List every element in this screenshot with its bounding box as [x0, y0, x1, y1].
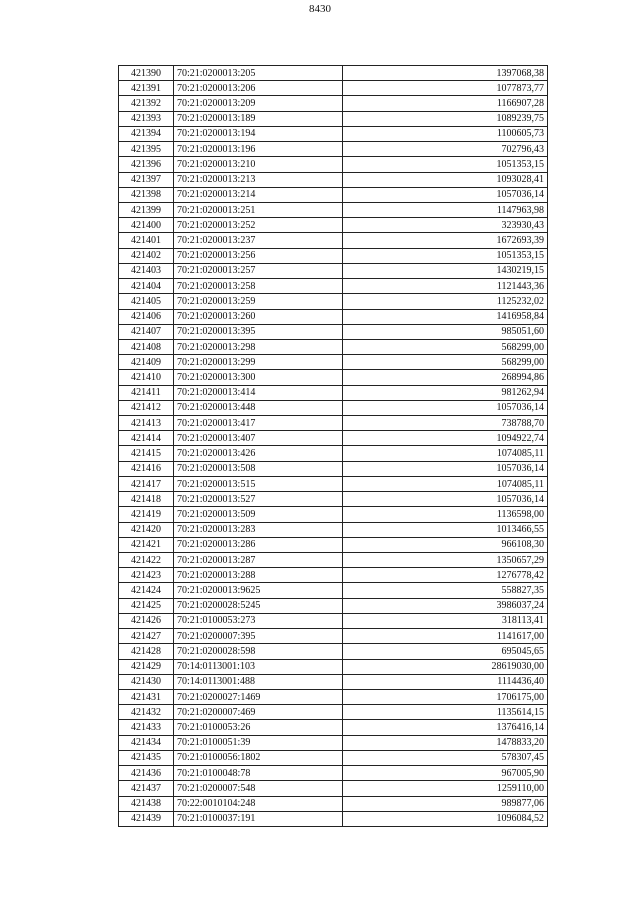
cadastral-number-cell: 70:21:0200013:258 — [174, 279, 343, 294]
row-number-cell: 421404 — [119, 279, 174, 294]
row-number-cell: 421436 — [119, 766, 174, 781]
cadastral-value-cell: 1100605,73 — [343, 126, 548, 141]
cadastral-value-cell: 1166907,28 — [343, 96, 548, 111]
cadastral-value-cell: 3986037,24 — [343, 598, 548, 613]
row-number-cell: 421405 — [119, 294, 174, 309]
cadastral-number-cell: 70:21:0200013:515 — [174, 476, 343, 491]
table-row — [119, 644, 548, 659]
cadastral-number-cell: 70:22:0010104:248 — [174, 796, 343, 811]
row-number-cell: 421421 — [119, 537, 174, 552]
cadastral-value-cell: 1057036,14 — [343, 400, 548, 415]
row-number-cell: 421417 — [119, 476, 174, 491]
table-row — [119, 233, 548, 248]
row-number-cell: 421416 — [119, 461, 174, 476]
table-row — [119, 248, 548, 263]
cadastral-number-cell: 70:21:0200013:259 — [174, 294, 343, 309]
cadastral-number-cell: 70:21:0100051:39 — [174, 735, 343, 750]
cadastral-value-cell: 695045,65 — [343, 644, 548, 659]
cadastral-number-cell: 70:21:0200027:1469 — [174, 689, 343, 704]
cadastral-value-cell: 1125232,02 — [343, 294, 548, 309]
cadastral-number-cell: 70:21:0200013:206 — [174, 81, 343, 96]
cadastral-number-cell: 70:21:0100037:191 — [174, 811, 343, 826]
row-number-cell: 421413 — [119, 416, 174, 431]
table-row — [119, 431, 548, 446]
cadastral-value-cell: 981262,94 — [343, 385, 548, 400]
cadastral-value-cell: 568299,00 — [343, 355, 548, 370]
cadastral-value-cell: 1397068,38 — [343, 66, 548, 81]
cadastral-value-cell: 323930,43 — [343, 218, 548, 233]
table-row — [119, 187, 548, 202]
cadastral-number-cell: 70:21:0200013:260 — [174, 309, 343, 324]
table-row — [119, 400, 548, 415]
table-row — [119, 126, 548, 141]
cadastral-value-cell: 985051,60 — [343, 324, 548, 339]
cadastral-number-cell: 70:21:0200013:210 — [174, 157, 343, 172]
row-number-cell: 421396 — [119, 157, 174, 172]
cadastral-number-cell: 70:21:0200013:417 — [174, 416, 343, 431]
table-row — [119, 461, 548, 476]
cadastral-value-cell: 558827,35 — [343, 583, 548, 598]
cadastral-number-cell: 70:21:0200013:252 — [174, 218, 343, 233]
cadastral-value-cell: 1706175,00 — [343, 689, 548, 704]
cadastral-number-cell: 70:21:0200013:286 — [174, 537, 343, 552]
cadastral-value-cell: 1478833,20 — [343, 735, 548, 750]
cadastral-value-cell: 1121443,36 — [343, 279, 548, 294]
row-number-cell: 421422 — [119, 553, 174, 568]
table-row — [119, 355, 548, 370]
cadastral-number-cell: 70:21:0200013:414 — [174, 385, 343, 400]
row-number-cell: 421431 — [119, 689, 174, 704]
cadastral-value-cell: 1051353,15 — [343, 157, 548, 172]
cadastral-number-cell: 70:21:0200013:426 — [174, 446, 343, 461]
table-row — [119, 553, 548, 568]
row-number-cell: 421407 — [119, 324, 174, 339]
cadastral-value-cell: 1074085,11 — [343, 446, 548, 461]
cadastral-number-cell: 70:21:0200013:288 — [174, 568, 343, 583]
row-number-cell: 421438 — [119, 796, 174, 811]
table-row — [119, 309, 548, 324]
cadastral-value-cell: 1114436,40 — [343, 674, 548, 689]
table-row — [119, 294, 548, 309]
cadastral-value-cell: 1135614,15 — [343, 705, 548, 720]
table-row — [119, 279, 548, 294]
table-row — [119, 370, 548, 385]
row-number-cell: 421412 — [119, 400, 174, 415]
cadastral-value-cell: 268994,86 — [343, 370, 548, 385]
row-number-cell: 421402 — [119, 248, 174, 263]
table-row — [119, 583, 548, 598]
table-row — [119, 720, 548, 735]
table-row — [119, 263, 548, 278]
table-row — [119, 781, 548, 796]
cadastral-number-cell: 70:21:0200013:283 — [174, 522, 343, 537]
row-number-cell: 421420 — [119, 522, 174, 537]
cadastral-value-cell: 568299,00 — [343, 339, 548, 354]
row-number-cell: 421439 — [119, 811, 174, 826]
table-row — [119, 142, 548, 157]
cadastral-value-cell: 702796,43 — [343, 142, 548, 157]
row-number-cell: 421437 — [119, 781, 174, 796]
cadastral-value-cell: 738788,70 — [343, 416, 548, 431]
cadastral-number-cell: 70:21:0200013:251 — [174, 202, 343, 217]
row-number-cell: 421435 — [119, 750, 174, 765]
cadastral-value-table — [118, 65, 548, 827]
table-row — [119, 476, 548, 491]
table-row — [119, 674, 548, 689]
cadastral-number-cell: 70:14:0113001:488 — [174, 674, 343, 689]
table-row — [119, 659, 548, 674]
row-number-cell: 421433 — [119, 720, 174, 735]
table-row — [119, 598, 548, 613]
row-number-cell: 421398 — [119, 187, 174, 202]
table-row — [119, 96, 548, 111]
cadastral-number-cell: 70:21:0200028:5245 — [174, 598, 343, 613]
cadastral-value-cell: 1094922,74 — [343, 431, 548, 446]
table-row — [119, 339, 548, 354]
cadastral-value-cell: 1057036,14 — [343, 461, 548, 476]
row-number-cell: 421399 — [119, 202, 174, 217]
cadastral-number-cell: 70:21:0200013:196 — [174, 142, 343, 157]
row-number-cell: 421428 — [119, 644, 174, 659]
row-number-cell: 421423 — [119, 568, 174, 583]
cadastral-number-cell: 70:21:0200013:213 — [174, 172, 343, 187]
row-number-cell: 421403 — [119, 263, 174, 278]
row-number-cell: 421400 — [119, 218, 174, 233]
row-number-cell: 421408 — [119, 339, 174, 354]
cadastral-number-cell: 70:21:0200013:508 — [174, 461, 343, 476]
row-number-cell: 421391 — [119, 81, 174, 96]
cadastral-number-cell: 70:21:0200013:395 — [174, 324, 343, 339]
table-row — [119, 796, 548, 811]
cadastral-value-cell: 1672693,39 — [343, 233, 548, 248]
cadastral-number-cell: 70:21:0200013:257 — [174, 263, 343, 278]
cadastral-value-cell: 28619030,00 — [343, 659, 548, 674]
cadastral-number-cell: 70:21:0200013:256 — [174, 248, 343, 263]
table-body — [119, 66, 548, 827]
row-number-cell: 421395 — [119, 142, 174, 157]
cadastral-value-cell: 1057036,14 — [343, 492, 548, 507]
table-row — [119, 811, 548, 826]
table-row — [119, 507, 548, 522]
row-number-cell: 421390 — [119, 66, 174, 81]
cadastral-value-cell: 989877,06 — [343, 796, 548, 811]
row-number-cell: 421394 — [119, 126, 174, 141]
cadastral-number-cell: 70:21:0200013:189 — [174, 111, 343, 126]
cadastral-number-cell: 70:21:0200013:300 — [174, 370, 343, 385]
cadastral-number-cell: 70:21:0100053:26 — [174, 720, 343, 735]
cadastral-number-cell: 70:21:0200013:509 — [174, 507, 343, 522]
cadastral-number-cell: 70:21:0200013:9625 — [174, 583, 343, 598]
row-number-cell: 421432 — [119, 705, 174, 720]
cadastral-value-cell: 1350657,29 — [343, 553, 548, 568]
cadastral-number-cell: 70:21:0200028:598 — [174, 644, 343, 659]
cadastral-value-cell: 1141617,00 — [343, 629, 548, 644]
cadastral-value-cell: 967005,90 — [343, 766, 548, 781]
row-number-cell: 421425 — [119, 598, 174, 613]
row-number-cell: 421406 — [119, 309, 174, 324]
table-row — [119, 537, 548, 552]
cadastral-number-cell: 70:21:0200007:395 — [174, 629, 343, 644]
row-number-cell: 421411 — [119, 385, 174, 400]
cadastral-value-cell: 1013466,55 — [343, 522, 548, 537]
table-row — [119, 157, 548, 172]
row-number-cell: 421426 — [119, 613, 174, 628]
row-number-cell: 421424 — [119, 583, 174, 598]
cadastral-number-cell: 70:21:0200013:299 — [174, 355, 343, 370]
cadastral-value-cell: 1089239,75 — [343, 111, 548, 126]
cadastral-value-cell: 1136598,00 — [343, 507, 548, 522]
cadastral-number-cell: 70:21:0200013:298 — [174, 339, 343, 354]
cadastral-number-cell: 70:21:0200007:548 — [174, 781, 343, 796]
cadastral-value-cell: 1259110,00 — [343, 781, 548, 796]
cadastral-number-cell: 70:21:0200013:527 — [174, 492, 343, 507]
table-row — [119, 81, 548, 96]
cadastral-number-cell: 70:21:0100053:273 — [174, 613, 343, 628]
cadastral-value-cell: 1147963,98 — [343, 202, 548, 217]
cadastral-number-cell: 70:14:0113001:103 — [174, 659, 343, 674]
cadastral-value-cell: 1093028,41 — [343, 172, 548, 187]
table-row — [119, 750, 548, 765]
row-number-cell: 421419 — [119, 507, 174, 522]
table-row — [119, 202, 548, 217]
cadastral-value-cell: 578307,45 — [343, 750, 548, 765]
table-row — [119, 629, 548, 644]
row-number-cell: 421427 — [119, 629, 174, 644]
row-number-cell: 421434 — [119, 735, 174, 750]
table-row — [119, 172, 548, 187]
row-number-cell: 421414 — [119, 431, 174, 446]
row-number-cell: 421392 — [119, 96, 174, 111]
cadastral-value-cell: 1057036,14 — [343, 187, 548, 202]
cadastral-value-cell: 1051353,15 — [343, 248, 548, 263]
row-number-cell: 421409 — [119, 355, 174, 370]
table-row — [119, 689, 548, 704]
table-row — [119, 66, 548, 81]
table-row — [119, 568, 548, 583]
row-number-cell: 421410 — [119, 370, 174, 385]
cadastral-value-cell: 1074085,11 — [343, 476, 548, 491]
table-row — [119, 324, 548, 339]
table-row — [119, 385, 548, 400]
table-row — [119, 218, 548, 233]
cadastral-number-cell: 70:21:0200013:448 — [174, 400, 343, 415]
cadastral-value-cell: 1376416,14 — [343, 720, 548, 735]
cadastral-value-cell: 1276778,42 — [343, 568, 548, 583]
row-number-cell: 421415 — [119, 446, 174, 461]
page-number: 8430 — [309, 3, 331, 15]
row-number-cell: 421401 — [119, 233, 174, 248]
row-number-cell: 421418 — [119, 492, 174, 507]
cadastral-number-cell: 70:21:0100048:78 — [174, 766, 343, 781]
cadastral-number-cell: 70:21:0200013:194 — [174, 126, 343, 141]
cadastral-number-cell: 70:21:0200013:214 — [174, 187, 343, 202]
cadastral-number-cell: 70:21:0200013:209 — [174, 96, 343, 111]
cadastral-number-cell: 70:21:0200007:469 — [174, 705, 343, 720]
row-number-cell: 421393 — [119, 111, 174, 126]
cadastral-number-cell: 70:21:0200013:205 — [174, 66, 343, 81]
cadastral-number-cell: 70:21:0200013:407 — [174, 431, 343, 446]
cadastral-value-cell: 1416958,84 — [343, 309, 548, 324]
cadastral-number-cell: 70:21:0100056:1802 — [174, 750, 343, 765]
table-row — [119, 613, 548, 628]
row-number-cell: 421430 — [119, 674, 174, 689]
cadastral-value-cell: 1077873,77 — [343, 81, 548, 96]
cadastral-value-cell: 318113,41 — [343, 613, 548, 628]
table-row — [119, 446, 548, 461]
table-row — [119, 416, 548, 431]
table-row — [119, 492, 548, 507]
table-row — [119, 111, 548, 126]
cadastral-value-cell: 966108,30 — [343, 537, 548, 552]
cadastral-value-cell: 1096084,52 — [343, 811, 548, 826]
table-row — [119, 735, 548, 750]
table-row — [119, 766, 548, 781]
table-row — [119, 705, 548, 720]
cadastral-value-cell: 1430219,15 — [343, 263, 548, 278]
row-number-cell: 421429 — [119, 659, 174, 674]
cadastral-number-cell: 70:21:0200013:287 — [174, 553, 343, 568]
cadastral-number-cell: 70:21:0200013:237 — [174, 233, 343, 248]
row-number-cell: 421397 — [119, 172, 174, 187]
table-row — [119, 522, 548, 537]
